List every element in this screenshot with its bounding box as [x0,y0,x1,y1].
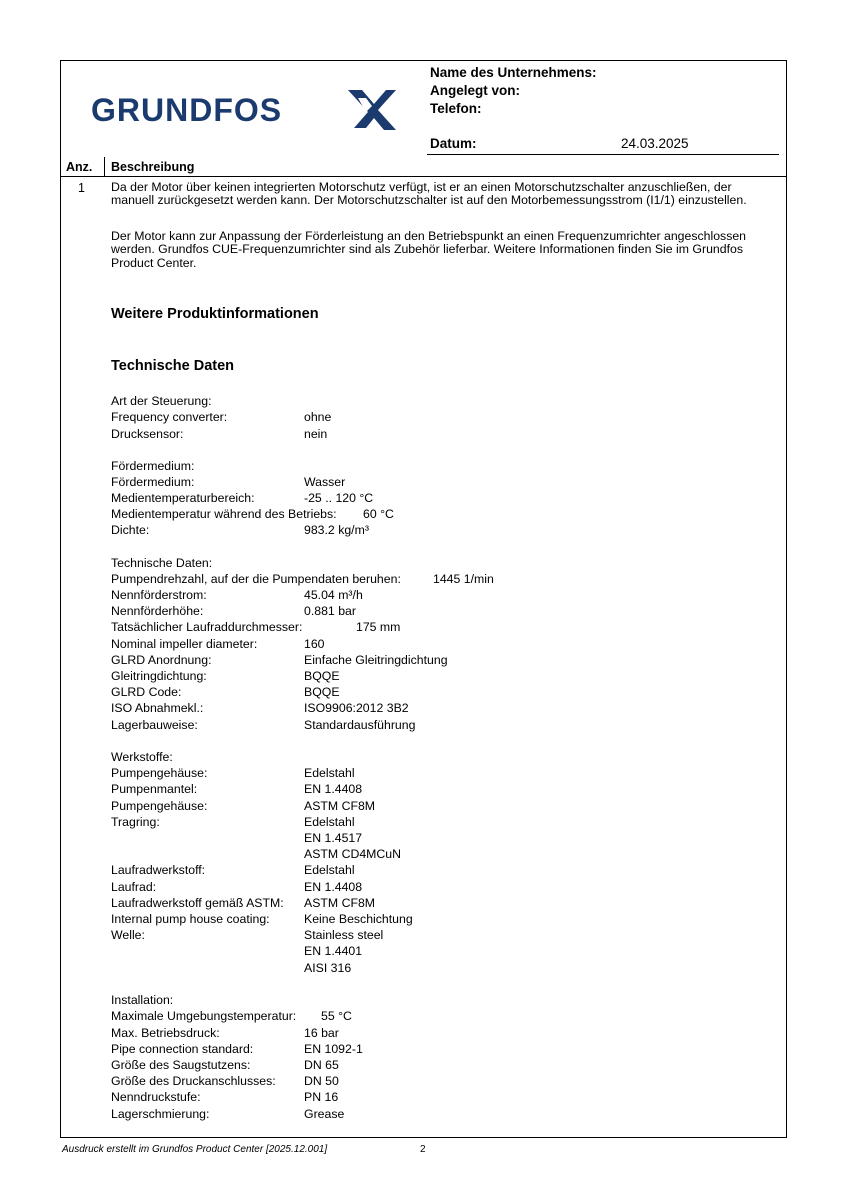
spec-value: BQQE [304,669,340,683]
spec-value: Keine Beschichtung [304,912,413,926]
paragraph-line: Product Center. [111,255,197,270]
spec-label: Pumpenmantel: [111,782,198,796]
spec-label: Nenndruckstufe: [111,1090,201,1104]
spec-label: Größe des Saugstutzens: [111,1058,251,1072]
spec-label: Gleitringdichtung: [111,669,207,683]
spec-label: Pipe connection standard: [111,1042,254,1056]
spec-label: Pumpendrehzahl, auf der die Pumpendaten beruhen: [111,572,401,586]
spec-value: ISO9906:2012 3B2 [304,701,409,715]
spec-value: 60 °C [363,507,394,521]
spec-label: Tatsächlicher Laufraddurchmesser: [111,620,303,634]
spec-value: 983.2 kg/m³ [304,523,369,537]
spec-label: Laufrad: [111,880,157,894]
spec-label: Größe des Druckanschlusses: [111,1074,276,1088]
spec-label: Laufradwerkstoff gemäß ASTM: [111,896,284,910]
spec-value: Edelstahl [304,766,355,780]
spec-value: EN 1.4408 [304,880,363,894]
spec-value: 1445 1/min [433,572,494,586]
spec-value: Edelstahl [304,863,355,877]
spec-label: Dichte: [111,523,150,537]
spec-label: ISO Abnahmekl.: [111,701,204,715]
spec-label: Pumpengehäuse: [111,766,208,780]
spec-label: Maximale Umgebungstemperatur: [111,1009,297,1023]
spec-label: Drucksensor: [111,427,184,441]
logo-wordmark: GRUNDFOS [91,92,283,128]
company-label: Name des Unternehmens: [430,65,597,80]
header-underline [427,154,779,155]
spec-label: Frequency converter: [111,410,228,424]
spec-label: Technische Daten: [111,556,213,570]
spec-value: Standardausführung [304,718,416,732]
spec-value: EN 1.4401 [304,944,363,958]
spec-value: 16 bar [304,1026,339,1040]
spec-label: Medientemperatur während des Betriebs: [111,507,337,521]
spec-value: PN 16 [304,1090,339,1104]
column-divider [104,157,105,176]
spec-value: DN 65 [304,1058,339,1072]
spec-value: 175 mm [356,620,401,634]
spec-value: BQQE [304,685,340,699]
spec-value: Stainless steel [304,928,384,942]
spec-label: GLRD Anordnung: [111,653,212,667]
spec-value: Grease [304,1107,345,1121]
paragraph-line: werden. Grundfos CUE-Frequenzumrichter sind als Zubehör lieferbar. Weitere Informationen finden Sie im Grundfos [111,242,743,257]
spec-value: ASTM CD4MCuN [304,847,402,861]
spec-label: Laufradwerkstoff: [111,863,206,877]
paragraph-line: manuell zurückgesetzt werden kann. Der Motorschutzschalter ist auf den Motorbemessungsstrom (I1/1) einzustellen. [111,193,747,208]
spec-value: 0.881 bar [304,604,356,618]
spec-value: AISI 316 [304,961,352,975]
spec-value: Wasser [304,475,346,489]
paragraph-line: Der Motor kann zur Anpassung der Förderleistung an den Betriebspunkt an einen Frequenzumrichter angeschlossen [111,229,747,243]
spec-label: Nennförderhöhe: [111,604,204,618]
section-tech-data: Technische Daten [111,358,235,374]
spec-label: Nominal impeller diameter: [111,637,258,651]
grundfos-mark-icon [344,84,400,132]
spec-label: Internal pump house coating: [111,912,270,926]
page-number: 2 [420,1144,426,1155]
spec-value: EN 1.4517 [304,831,363,845]
motor-protection-paragraph [111,181,777,208]
spec-label: Art der Steuerung: [111,394,212,408]
spec-value: nein [304,427,328,441]
spec-value: EN 1.4408 [304,782,363,796]
grundfos-logo [91,84,401,134]
spec-value: ASTM CF8M [304,799,376,813]
frequency-converter-paragraph [111,230,777,270]
spec-label: Welle: [111,928,145,942]
spec-label: Medientemperaturbereich: [111,491,255,505]
spec-label: Fördermedium: [111,459,195,473]
phone-label: Telefon: [430,101,482,116]
spec-label: Tragring: [111,815,160,829]
spec-value: 55 °C [321,1009,352,1023]
spec-value: 160 [304,637,325,651]
description-column-header: Beschreibung [111,160,195,174]
spec-label: Lagerschmierung: [111,1107,210,1121]
spec-label: Werkstoffe: [111,750,173,764]
spec-value: EN 1092-1 [304,1042,363,1056]
section-more-info: Weitere Produktinformationen [111,306,319,322]
date-value: 24.03.2025 [621,136,689,151]
spec-label: GLRD Code: [111,685,182,699]
spec-label: Nennförderstrom: [111,588,207,602]
spec-value: 45.04 m³/h [304,588,363,602]
item-qty: 1 [78,181,85,195]
qty-column-header: Anz. [66,160,93,174]
footer-text: Ausdruck erstellt im Grundfos Product Center [2025.12.001] [62,1144,328,1155]
spec-label: Installation: [111,993,174,1007]
created-by-label: Angelegt von: [430,83,520,98]
spec-label: Pumpengehäuse: [111,799,208,813]
spec-value: Einfache Gleitringdichtung [304,653,448,667]
spec-label: Fördermedium: [111,475,195,489]
spec-value: ASTM CF8M [304,896,376,910]
date-label: Datum: [430,136,477,151]
paragraph-line: Da der Motor über keinen integrierten Motorschutz verfügt, ist er an einen Motorschutzschalter anzuschließen, der [111,180,732,194]
spec-value: DN 50 [304,1074,339,1088]
spec-label: Lagerbauweise: [111,718,198,732]
spec-value: Edelstahl [304,815,355,829]
table-header-divider [60,176,787,177]
spec-value: -25 .. 120 °C [304,491,374,505]
spec-value: ohne [304,410,332,424]
spec-label: Max. Betriebsdruck: [111,1026,220,1040]
